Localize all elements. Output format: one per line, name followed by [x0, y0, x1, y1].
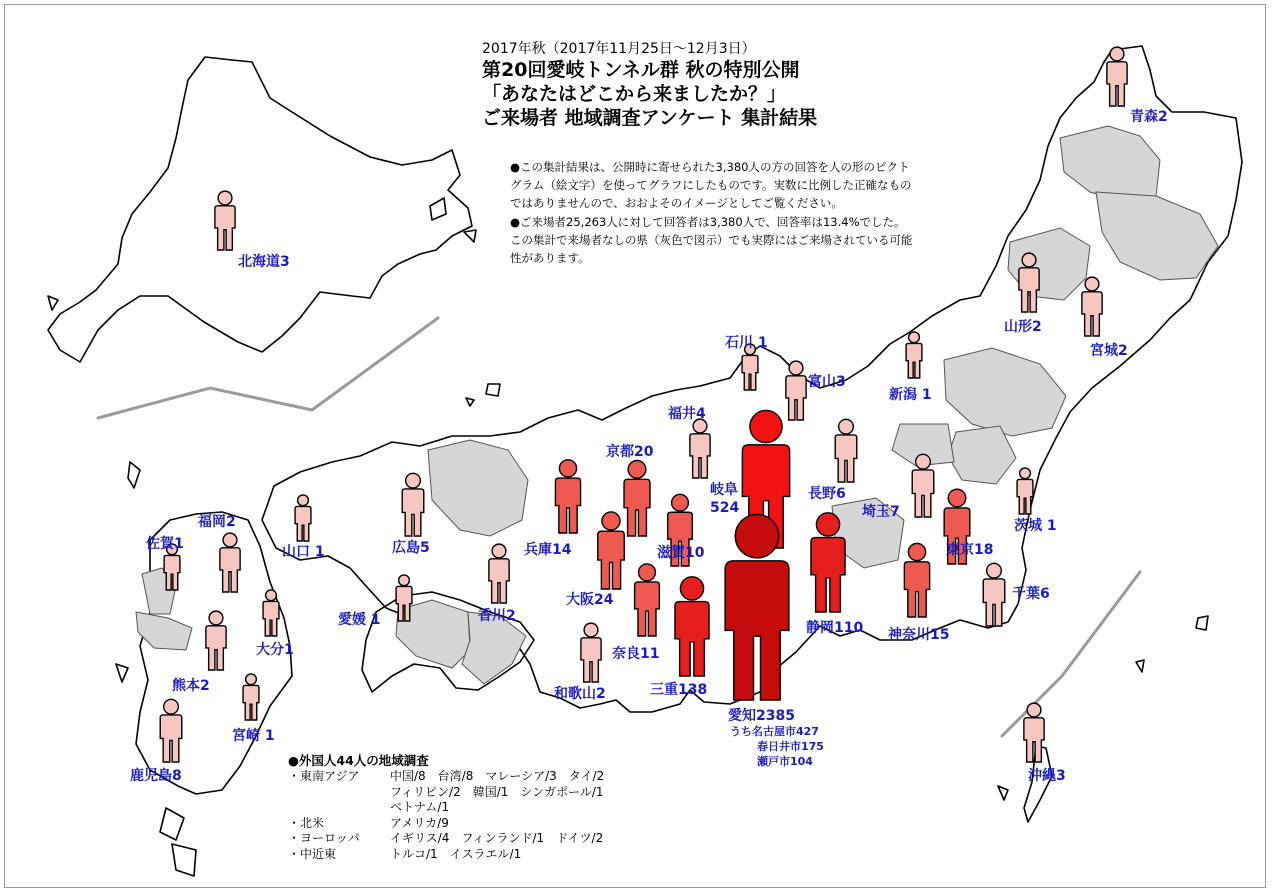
pref-label-兵庫: 兵庫14 — [524, 542, 572, 558]
pref-label-北海道: 北海道3 — [238, 254, 290, 270]
pref-label-大分: 大分1 — [256, 642, 294, 658]
person-figure-大阪 — [598, 512, 624, 589]
foreign-countries — [390, 769, 604, 816]
aichi-breakdown-label: 瀬戸市104 — [757, 755, 813, 768]
person-figure-広島 — [402, 473, 424, 536]
pref-label-石川: 石川 1 — [725, 335, 768, 351]
person-figure-千葉 — [983, 563, 1005, 626]
foreign-group-row — [288, 769, 604, 816]
person-figure-兵庫 — [555, 460, 580, 533]
person-figure-熊本 — [206, 611, 226, 670]
person-figure-沖縄 — [1024, 703, 1044, 762]
person-figure-長野 — [835, 419, 857, 482]
pref-label-青森: 青森2 — [1130, 109, 1168, 125]
person-figure-鹿児島 — [160, 699, 182, 762]
pref-label-福岡: 福岡2 — [198, 514, 236, 530]
pref-label-静岡: 静岡110 — [806, 620, 864, 636]
no-visitor-region — [428, 440, 528, 536]
foreign-survey-title: ●外国人44人の地域調査 — [288, 753, 429, 768]
foreign-country-line: ベトナム/1 — [390, 800, 450, 814]
foreign-country-line: フィリピン/2 韓国/1 シンガポール/1 — [390, 784, 604, 799]
foreign-country-line: 中国/8 台湾/8 マレーシア/3 タイ/2 — [390, 769, 605, 783]
person-figure-大分 — [263, 590, 279, 636]
pref-label-奈良: 奈良11 — [612, 646, 660, 662]
survey-notes — [510, 158, 915, 267]
pref-label-京都: 京都20 — [606, 444, 654, 460]
person-figure-富山 — [786, 361, 806, 420]
inset-divider-hokkaido — [98, 318, 438, 418]
pref-label-山口: 山口 1 — [282, 544, 325, 560]
survey-note-1: ●この集計結果は、公開時に寄せられた3,380人の方の回答を人の形のピクトグラム（絵文字）を使ってグラフにしたものです。実数に比例した正確なものではありませんので、おおよそのイメージとしてご覧ください。 — [510, 160, 912, 211]
chart-title-line3: ご来場者 地域調査アンケート 集計結果 — [482, 107, 818, 129]
pref-label-茨城: 茨城 1 — [1014, 518, 1057, 534]
foreign-countries — [390, 816, 449, 832]
pref-label-宮崎: 宮崎 1 — [232, 728, 275, 744]
foreign-group-row — [288, 847, 604, 863]
foreign-countries — [390, 847, 521, 863]
person-figure-青森 — [1107, 47, 1127, 106]
pref-label-鹿児島: 鹿児島8 — [130, 768, 182, 784]
foreign-group-row — [288, 831, 604, 847]
pref-label-大阪: 大阪24 — [566, 592, 614, 608]
person-figure-福岡 — [220, 533, 240, 592]
person-figure-山形 — [1019, 253, 1039, 312]
pref-label-沖縄: 沖縄3 — [1028, 768, 1066, 784]
pref-label-岐阜-value: 524 — [710, 500, 740, 516]
pref-label-和歌山: 和歌山2 — [554, 686, 606, 702]
aichi-breakdown-label: 春日井市175 — [757, 740, 824, 753]
pref-label-愛媛: 愛媛 1 — [338, 612, 381, 628]
no-visitor-region — [1060, 126, 1160, 202]
pref-label-滋賀: 滋賀10 — [657, 545, 705, 561]
foreign-region: ・ヨーロッパ — [288, 831, 360, 845]
person-figure-宮城 — [1082, 277, 1102, 336]
foreign-country-line: イギリス/4 フィンランド/1 ドイツ/2 — [390, 831, 604, 845]
person-figure-福井 — [690, 419, 710, 478]
pref-label-熊本: 熊本2 — [172, 678, 210, 694]
pref-label-岐阜: 岐阜 — [710, 482, 738, 498]
person-figure-神奈川 — [904, 543, 929, 617]
no-visitor-region — [944, 348, 1066, 436]
foreign-country-line: トルコ/1 イスラエル/1 — [390, 846, 522, 861]
chart-title-line1: 第20回愛岐トンネル群 秋の特別公開 — [482, 59, 800, 81]
person-figure-宮崎 — [243, 674, 259, 720]
pref-label-香川: 香川2 — [478, 608, 516, 624]
pref-label-福井: 福井4 — [668, 406, 706, 422]
no-visitor-region — [1096, 192, 1218, 280]
person-figure-新潟 — [906, 332, 922, 378]
no-visitor-region — [948, 426, 1016, 484]
person-figure-奈良 — [635, 564, 660, 636]
foreign-region: ・北米 — [288, 815, 325, 830]
person-figure-北海道 — [215, 191, 235, 250]
pref-label-神奈川: 神奈川15 — [888, 627, 950, 643]
foreign-visitor-survey — [288, 752, 604, 862]
pref-label-富山: 富山3 — [808, 374, 846, 390]
person-figure-京都 — [624, 460, 650, 536]
foreign-region: ・東南アジア — [288, 769, 360, 783]
person-figure-和歌山 — [581, 623, 601, 682]
pref-label-埼玉: 埼玉7 — [862, 504, 900, 520]
foreign-countries — [390, 831, 603, 847]
person-figure-香川 — [489, 544, 509, 603]
pref-label-佐賀: 佐賀1 — [146, 536, 184, 552]
pref-label-愛知: 愛知2385 — [728, 708, 795, 724]
pref-label-広島: 広島5 — [392, 540, 430, 556]
pref-label-長野: 長野6 — [808, 486, 846, 502]
survey-date: 2017年秋（2017年11月25日〜12月3日） — [482, 41, 756, 57]
foreign-region: ・中近東 — [288, 846, 337, 861]
person-figure-埼玉 — [912, 454, 934, 517]
person-figure-茨城 — [1017, 468, 1033, 514]
survey-note-2: ●ご来場者25,263人に対して回答者は3,380人で、回答率は13.4%でした。この集計で来場者なしの県（灰色で図示）でも実際にはご来場されている可能性があります。 — [510, 214, 913, 266]
person-figure-三重 — [675, 577, 709, 676]
chart-header — [482, 40, 817, 130]
hokkaido-outline — [48, 57, 472, 362]
pref-label-三重: 三重138 — [650, 682, 708, 698]
pref-label-宮城: 宮城2 — [1090, 343, 1128, 359]
foreign-group-row — [288, 816, 604, 832]
pref-label-東京: 東京18 — [946, 542, 994, 558]
foreign-country-line: アメリカ/9 — [390, 815, 449, 830]
chart-title-line2: 「あなたはどこから来ましたか？」 — [482, 83, 787, 105]
pref-label-山形: 山形2 — [1004, 319, 1042, 335]
pref-label-千葉: 千葉6 — [1012, 586, 1050, 602]
pref-label-新潟: 新潟 1 — [889, 387, 932, 403]
aichi-breakdown-label: うち名古屋市427 — [730, 725, 819, 738]
no-visitor-region — [136, 612, 192, 650]
person-figure-山口 — [295, 495, 311, 541]
